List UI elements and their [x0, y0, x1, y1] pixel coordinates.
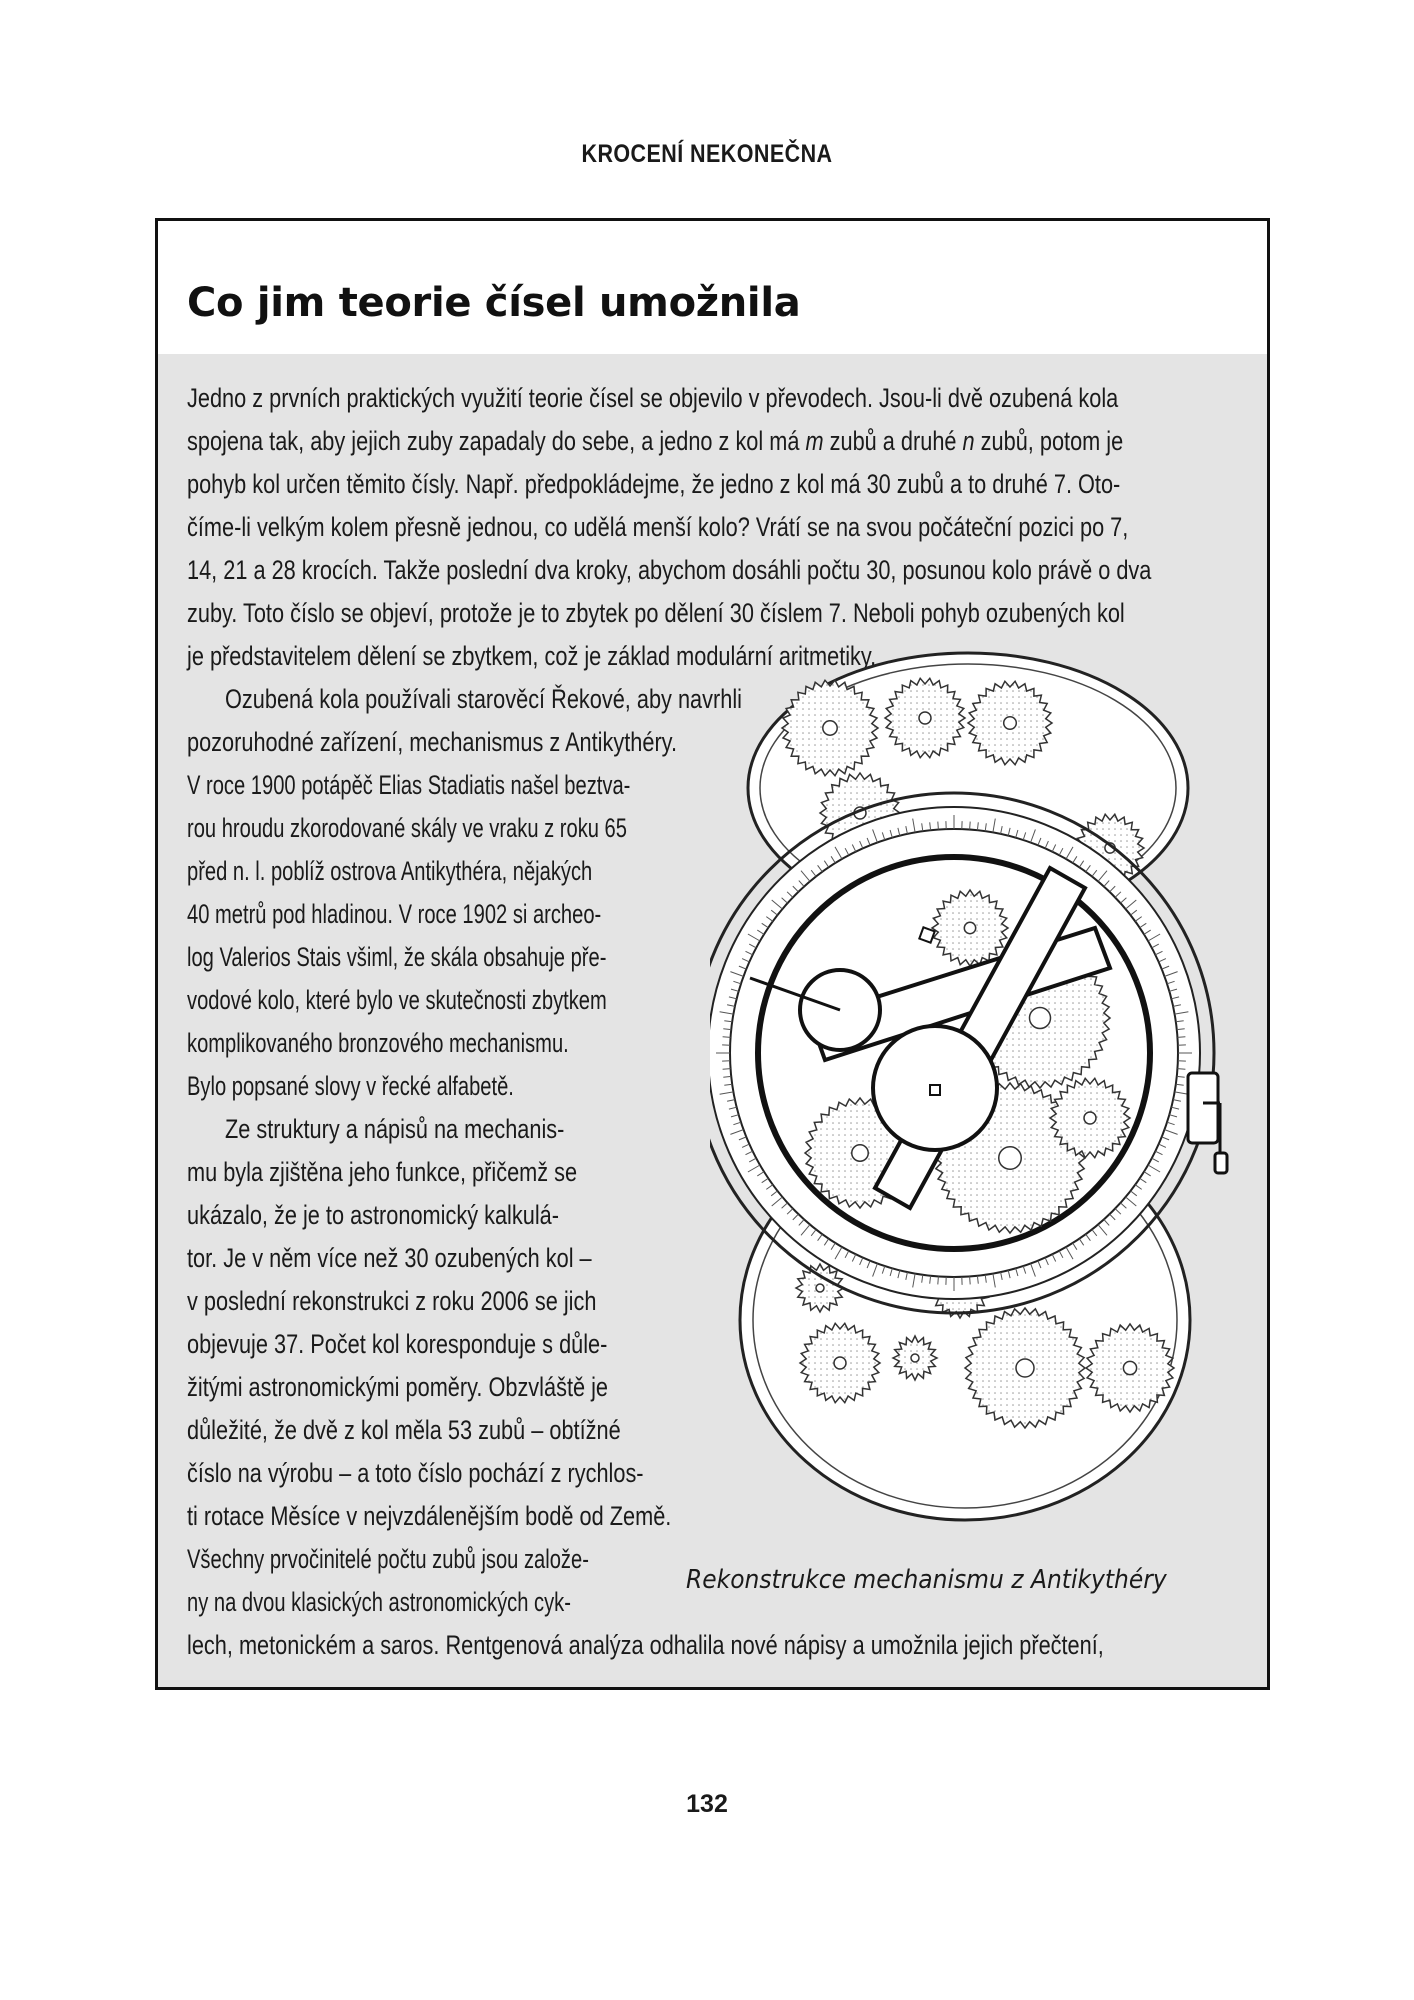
page-number: 132 — [686, 1790, 728, 1818]
box-title: Co jim teorie čísel umožnila — [187, 280, 801, 326]
text-line: důležité, že dvě z kol měla 53 zubů – obtížné — [187, 1415, 621, 1445]
text-line: objevuje 37. Počet kol koresponduje s důle- — [187, 1329, 608, 1359]
dial-tick — [1178, 1037, 1186, 1038]
crank-handle — [1188, 1073, 1227, 1173]
running-title: KROCENÍ NEKONEČNA — [581, 140, 833, 168]
text-line: číslo na výrobu – a toto číslo pochází z rychlos- — [187, 1458, 644, 1488]
antikythera-mechanism-figure — [710, 598, 1230, 1568]
text-line: v poslední rekonstrukci z roku 2006 se jich — [187, 1286, 597, 1316]
text-line: lech, metonickém a saros. Rentgenová analýza odhalila nové nápisy a umožnila jejich přečtení, — [187, 1630, 1104, 1660]
text-line: pohyb kol určen těmito čísly. Např. předpokládejme, že jedno z kol má 30 zubů a to druhé 7. Oto- — [187, 469, 1121, 499]
dial-tick — [970, 822, 971, 830]
gear-hub — [1123, 1361, 1136, 1374]
text-line: ukázalo, že je to astronomický kalkulá- — [187, 1200, 559, 1230]
dial-tick — [938, 822, 939, 830]
text-line: 14, 21 a 28 krocích. Takže poslední dva kroky, abychom dosáhli počtu 30, posunou kolo právě o dva — [187, 555, 1152, 585]
text-line: tor. Je v něm více než 30 ozubených kol – — [187, 1243, 592, 1273]
text-line: log Valerios Stais všiml, že skála obsahuje pře- — [187, 942, 607, 972]
dial-tick — [723, 1069, 731, 1070]
text-line: Ozubená kola používali starověcí Řekové, aby navrhli — [225, 684, 742, 714]
text-line: komplikovaného bronzového mechanismu. — [187, 1028, 569, 1058]
text-line: zuby. Toto číslo se objeví, protože je to zbytek po dělení 30 číslem 7. Neboli pohyb ozubených kol — [187, 598, 1125, 628]
gear-hub — [852, 1145, 869, 1162]
mechanism-drawing — [710, 598, 1230, 1568]
box-header — [158, 221, 1267, 357]
text-line: ny na dvou klasických astronomických cyk- — [187, 1587, 571, 1617]
text-line: žitými astronomickými poměry. Obzvláště je — [187, 1372, 609, 1402]
text-line: spojena tak, aby jejich zuby zapadaly do sebe, a jedno z kol má m zubů a druhé n zubů, potom je — [187, 426, 1124, 456]
text-line: ti rotace Měsíce v nejvzdálenějším bodě od Země. — [187, 1501, 672, 1531]
figure-caption: Rekonstrukce mechanismu z Antikythéry — [686, 1565, 1167, 1595]
variable-n: n — [962, 426, 975, 456]
text-line: pozoruhodné zařízení, mechanismus z Antikythéry. — [187, 727, 677, 757]
gear-hub — [964, 922, 975, 933]
gear-hub — [834, 1357, 846, 1369]
text-line: 40 metrů pod hladinou. V roce 1902 si archeo- — [187, 899, 602, 929]
text-line: Všechny prvočinitelé počtu zubů jsou založe- — [187, 1544, 589, 1574]
gear-hub — [911, 1354, 919, 1362]
text-line: Ze struktury a nápisů na mechanis- — [225, 1114, 565, 1144]
dial-tick — [723, 1037, 731, 1038]
text-line: před n. l. poblíž ostrova Antikythéra, nějakých — [187, 856, 593, 886]
text-line: mu byla zjištěna jeho funkce, přičemž se — [187, 1157, 578, 1187]
gear-hub — [1030, 1008, 1051, 1029]
text-line: číme-li velkým kolem přesně jednou, co udělá menší kolo? Vrátí se na svou počáteční pozici po 7, — [187, 512, 1129, 542]
text-line: V roce 1900 potápěč Elias Stadiatis našel beztva- — [187, 770, 631, 800]
text-line: Jedno z prvních praktických využití teorie čísel se objevilo v převodech. Jsou-li dvě ozubená kola — [187, 383, 1119, 413]
gear-hub — [823, 721, 837, 735]
gear-hub — [1084, 1112, 1096, 1124]
dial-tick — [1178, 1069, 1186, 1070]
gear-hub — [1016, 1359, 1034, 1377]
dial-tick — [970, 1277, 971, 1285]
gear-hub — [999, 1147, 1022, 1170]
text-line: vodové kolo, které bylo ve skutečnosti zbytkem — [187, 985, 607, 1015]
text-line: je představitelem dělení se zbytkem, což je základ modulární aritmetiky. — [187, 641, 877, 671]
gear-hub — [1004, 717, 1017, 730]
gear-hub — [816, 1284, 824, 1292]
text-line: rou hroudu zkorodované skály ve vraku z roku 65 — [187, 813, 627, 843]
variable-m: m — [805, 426, 824, 456]
text-line: Bylo popsané slovy v řecké alfabetě. — [187, 1071, 514, 1101]
gear-hub — [919, 712, 931, 724]
dial-tick — [938, 1277, 939, 1285]
